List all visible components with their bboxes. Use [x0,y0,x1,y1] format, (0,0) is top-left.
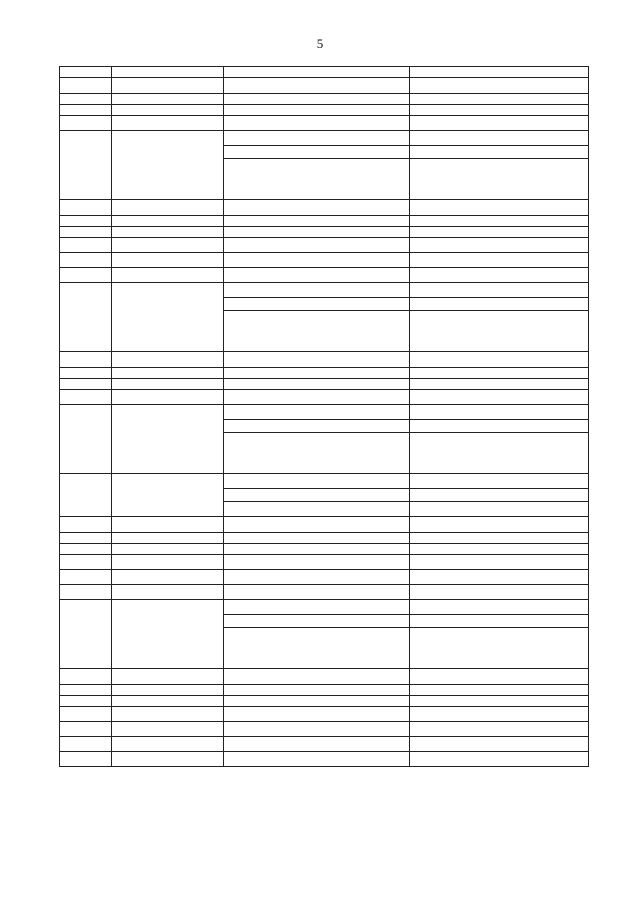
row-number [60,253,112,268]
spacer-cell [410,368,589,379]
district-name [112,585,224,600]
district-name [112,131,224,200]
spacer-cell [224,227,410,238]
row-number [60,752,112,767]
total-num-cell [60,517,112,533]
user-name [224,390,410,405]
row-number [60,707,112,722]
category-name [224,420,410,433]
area-count [410,600,589,615]
user-name [224,116,410,131]
category-name [224,433,410,474]
category-name [224,283,410,298]
table-row [60,405,589,420]
row-number [60,405,112,474]
table-row [60,131,589,146]
table-body [60,67,589,767]
table-row [60,238,589,253]
table-row [60,474,589,489]
category-name [224,298,410,311]
spacer-row [60,105,589,116]
total-value [410,200,589,216]
spacer-row [60,94,589,105]
area-count [410,722,589,737]
area-count [410,420,589,433]
district-name [112,474,224,517]
district-name [112,283,224,352]
total-row [60,352,589,368]
row-number [60,116,112,131]
total-num-cell [60,669,112,685]
spacer-cell [410,105,589,116]
total-value [410,78,589,94]
row-number [60,238,112,253]
spacer-cell [60,685,112,696]
table-row [60,390,589,405]
category-name [224,146,410,159]
spacer-cell [224,696,410,707]
area-count [410,570,589,585]
row-number [60,390,112,405]
district-name [112,555,224,570]
row-number [60,268,112,283]
total-row [60,78,589,94]
area-count [410,489,589,502]
hunting-grounds-table [59,66,589,767]
row-number [60,600,112,669]
area-count [410,433,589,474]
table-row [60,116,589,131]
category-name [224,600,410,615]
area-count [410,238,589,253]
district-name [112,722,224,737]
spacer-cell [112,696,224,707]
spacer-cell [112,216,224,227]
spacer-row [60,696,589,707]
spacer-cell [60,227,112,238]
total-row [60,669,589,685]
category-name [224,489,410,502]
spacer-cell [112,544,224,555]
spacer-cell [410,379,589,390]
total-name-cell [224,352,410,368]
spacer-cell [224,105,410,116]
spacer-cell [410,94,589,105]
district-name [112,600,224,669]
spacer-cell [224,67,410,78]
table-row [60,600,589,615]
area-count [410,628,589,669]
category-name [224,311,410,352]
spacer-cell [60,216,112,227]
spacer-cell [60,379,112,390]
table-row [60,253,589,268]
table-row [60,707,589,722]
area-count [410,474,589,489]
user-name [224,707,410,722]
row-number [60,283,112,352]
area-count [410,585,589,600]
district-name [112,707,224,722]
row-number [60,585,112,600]
spacer-row [60,227,589,238]
area-count [410,405,589,420]
district-name [112,253,224,268]
row-number [60,722,112,737]
total-name-cell [224,200,410,216]
category-name [224,474,410,489]
spacer-cell [410,685,589,696]
total-label [112,352,224,368]
spacer-row [60,685,589,696]
user-name [224,570,410,585]
user-name [224,238,410,253]
spacer-cell [60,94,112,105]
total-row [60,200,589,216]
table-row [60,555,589,570]
table-row [60,737,589,752]
total-label [112,200,224,216]
category-name [224,628,410,669]
area-count [410,707,589,722]
row-number [60,555,112,570]
row-number [60,131,112,200]
table-row [60,268,589,283]
user-name [224,722,410,737]
user-name [224,737,410,752]
user-name [224,585,410,600]
user-name [224,555,410,570]
district-name [112,737,224,752]
total-value [410,517,589,533]
spacer-cell [224,685,410,696]
total-num-cell [60,200,112,216]
user-name [224,268,410,283]
spacer-cell [112,94,224,105]
spacer-cell [410,227,589,238]
district-name [112,116,224,131]
spacer-cell [60,105,112,116]
spacer-cell [224,368,410,379]
spacer-cell [60,368,112,379]
row-number [60,474,112,517]
district-name [112,268,224,283]
user-name [224,752,410,767]
total-label [112,669,224,685]
area-count [410,283,589,298]
table-row [60,283,589,298]
total-name-cell [224,517,410,533]
category-name [224,615,410,628]
total-row [60,517,589,533]
area-count [410,752,589,767]
area-count [410,615,589,628]
area-count [410,116,589,131]
spacer-row [60,67,589,78]
spacer-cell [112,533,224,544]
table-row [60,752,589,767]
spacer-cell [410,696,589,707]
category-name [224,159,410,200]
total-value [410,669,589,685]
area-count [410,146,589,159]
spacer-cell [224,379,410,390]
spacer-cell [60,533,112,544]
total-num-cell [60,352,112,368]
area-count [410,390,589,405]
district-name [112,238,224,253]
spacer-row [60,216,589,227]
area-count [410,502,589,517]
spacer-cell [112,227,224,238]
spacer-cell [112,379,224,390]
category-name [224,131,410,146]
table-row [60,585,589,600]
user-name [224,253,410,268]
total-value [410,352,589,368]
total-num-cell [60,78,112,94]
row-number [60,570,112,585]
category-name [224,502,410,517]
area-count [410,311,589,352]
area-count [410,253,589,268]
spacer-cell [60,696,112,707]
area-count [410,555,589,570]
spacer-cell [60,544,112,555]
spacer-row [60,368,589,379]
total-label [112,78,224,94]
district-name [112,752,224,767]
district-name [112,405,224,474]
spacer-cell [224,533,410,544]
table-row [60,570,589,585]
spacer-cell [112,685,224,696]
spacer-cell [224,216,410,227]
row-number [60,737,112,752]
area-count [410,268,589,283]
spacer-cell [224,544,410,555]
category-name [224,405,410,420]
area-count [410,737,589,752]
spacer-row [60,533,589,544]
spacer-cell [410,67,589,78]
spacer-cell [410,544,589,555]
area-count [410,131,589,146]
spacer-row [60,544,589,555]
total-name-cell [224,669,410,685]
area-count [410,159,589,200]
spacer-row [60,379,589,390]
spacer-cell [112,67,224,78]
district-name [112,570,224,585]
spacer-cell [112,105,224,116]
page-number: 5 [316,36,324,51]
spacer-cell [60,67,112,78]
area-count [410,298,589,311]
district-name [112,390,224,405]
total-name-cell [224,78,410,94]
total-label [112,517,224,533]
table-row [60,722,589,737]
spacer-cell [410,533,589,544]
spacer-cell [112,368,224,379]
spacer-cell [224,94,410,105]
spacer-cell [410,216,589,227]
